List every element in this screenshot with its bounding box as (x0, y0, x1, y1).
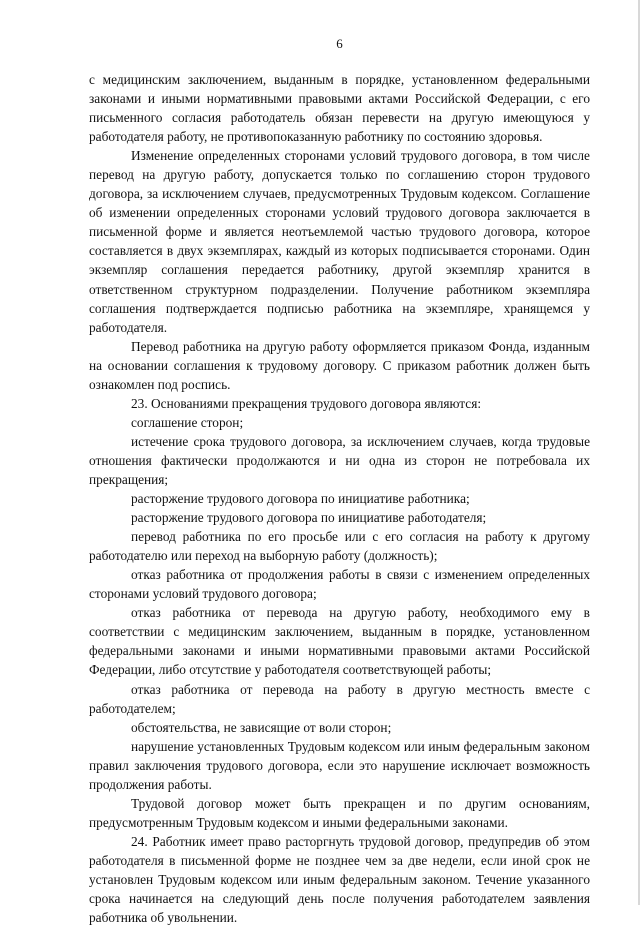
document-body (89, 70, 590, 927)
paragraph-contract-change: Изменение определенных сторонами условий трудового договора, в том числе перевод на другую работу, допускается только по соглашению сторон трудового договора, за исключением случаев, предусмотренных Трудовым кодексом. Соглашение об изменении определенных сторонами условий трудового договора заключается в письменной форме и является неотъемлемой частью трудового договора, которое составляется в двух экземплярах, каждый из которых подписывается сторонами. Один экземпляр соглашения передается работнику, другой экземпляр хранится в ответственном структурном подразделении. Получение работником экземпляра соглашения подтверждается подписью работника на экземпляре, хранящемся у работодателя. (89, 148, 590, 335)
paragraph-continuation: с медицинским заключением, выданным в порядке, установленном федеральными законами и иными нормативными правовыми актами Российской Федерации, с его письменного согласия работодатель обязан перевести на другую имеющуюся у работодателя работу, не противопоказанную работнику по состоянию здоровья. (89, 72, 590, 145)
list-item: соглашение сторон; (131, 414, 244, 430)
list-item: истечение срока трудового договора, за исключением случаев, когда трудовые отношения фактически продолжаются и ни одна из сторон не потребовала их прекращения; (89, 433, 590, 487)
list-item: перевод работника по его просьбе или с его согласия на работу к другому работодателю или переход на выборную работу (должность); (89, 529, 590, 564)
list-item: нарушение установленных Трудовым кодексом или иным федеральным законом правил заключения трудового договора, если это нарушение исключает возможность продолжения работы. (89, 738, 590, 792)
list-item: отказ работника от перевода на другую работу, необходимого ему в соответствии с медицинским заключением, выданным в порядке, установленном федеральными законами и иными нормативными правовыми актами Российской Федерации, либо отсутствие у работодателя соответствующей работы; (89, 605, 590, 678)
list-item: расторжение трудового договора по инициативе работодателя; (131, 510, 487, 526)
paragraph-other-grounds: Трудовой договор может быть прекращен и по другим основаниям, предусмотренным Трудовым кодексом и иными федеральными законами. (89, 795, 590, 830)
list-item: отказ работника от перевода на работу в другую местность вместе с работодателем; (89, 681, 590, 716)
list-item: обстоятельства, не зависящие от воли сторон; (131, 719, 392, 735)
list-item: расторжение трудового договора по инициативе работника; (131, 491, 470, 507)
clause-24-paragraph: 24. Работник имеет право расторгнуть трудовой договор, предупредив об этом работодателя в письменной форме не позднее чем за две недели, если иной срок не установлен Трудовым кодексом или иным федеральным законом. Течение указанного срока начинается на следующий день после получения работодателем заявления работника об увольнении. (89, 833, 590, 926)
page-number: 6 (336, 36, 343, 51)
clause-23-heading: 23. Основаниями прекращения трудового договора являются: (131, 395, 482, 411)
list-item: отказ работника от продолжения работы в связи с изменением определенных сторонами условий трудового договора; (89, 567, 590, 602)
paragraph-transfer-order: Перевод работника на другую работу оформляется приказом Фонда, изданным на основании соглашения к трудовому договору. С приказом работник должен быть ознакомлен под роспись. (89, 338, 590, 392)
